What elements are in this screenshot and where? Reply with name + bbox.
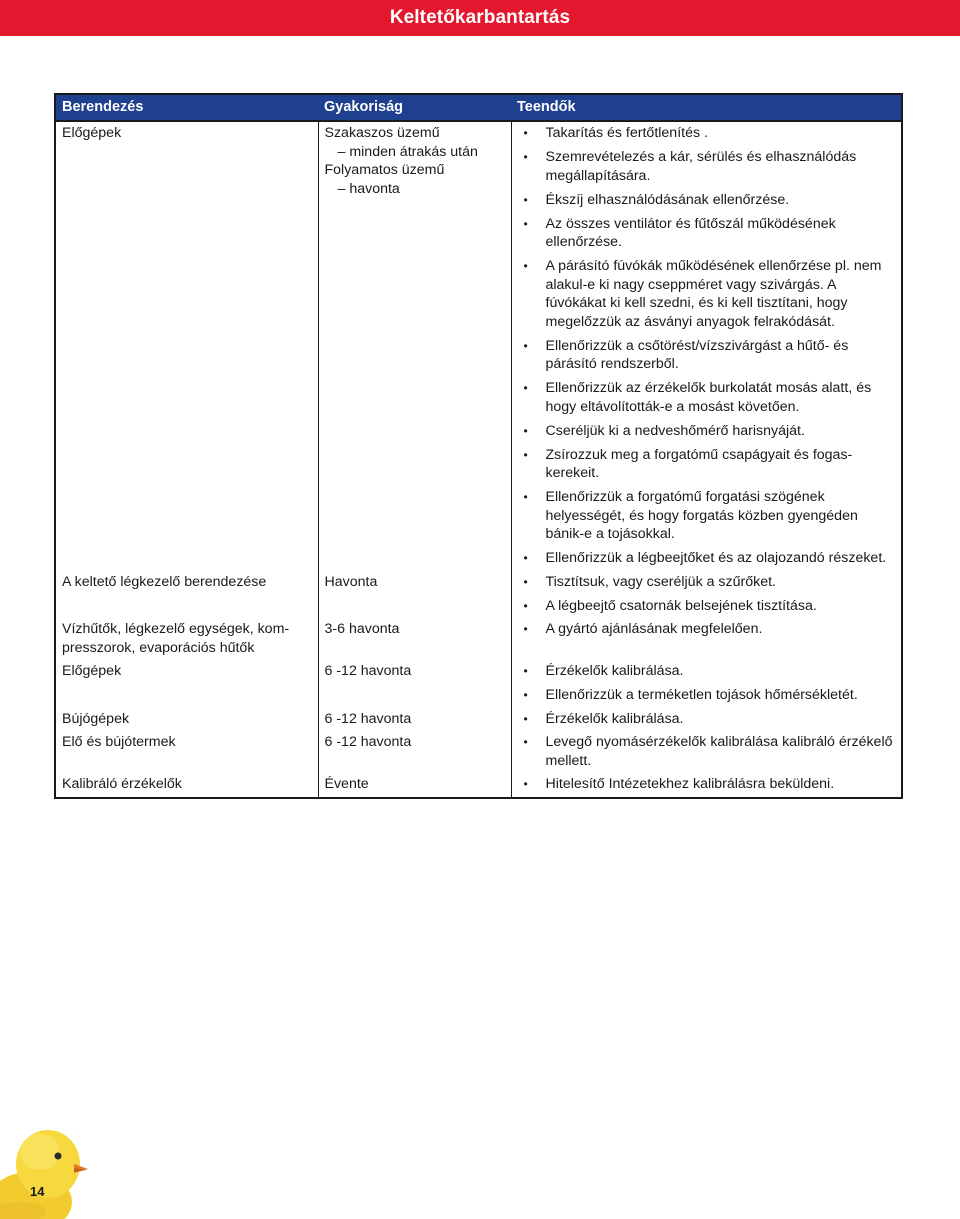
frequency-line: – minden átrakás után [337, 143, 478, 160]
table-row [55, 618, 902, 660]
task-text: Ellenőrizzük a terméketlen tojások hőmérsékletét. [545, 687, 858, 703]
task-item [518, 710, 896, 729]
task-item [518, 686, 896, 705]
equipment-cell: Előgépek [55, 121, 318, 571]
task-item [518, 215, 896, 252]
frequency-line: Folyamatos üzemű [324, 162, 445, 178]
tasks-cell [511, 708, 902, 732]
tasks-cell [511, 121, 902, 571]
bullet-icon: • [523, 216, 528, 231]
frequency-cell [318, 121, 511, 571]
task-text: Ellenőrizzük a légbeejtőket és az olajozandó részeket. [545, 550, 887, 566]
task-text: A párásító fúvókák működésének ellenőrzése pl. nem alakul-e ki nagy cseppméret vagy szivárgás. A fúvókákat ki kell szedni, és ki kell tisztítani, hogy megelőzzük az ásványi anyagok felrakódását. [545, 258, 882, 330]
bullet-icon: • [523, 598, 528, 613]
tasks-cell [511, 731, 902, 773]
task-item [518, 488, 896, 544]
task-text: Érzékelők kalibrálása. [545, 710, 684, 727]
table-row [55, 773, 902, 798]
task-item [518, 257, 896, 331]
frequency-cell: Havonta [318, 571, 511, 619]
task-list [518, 662, 896, 705]
bullet-icon: • [523, 150, 528, 164]
frequency-line: – havonta [337, 180, 400, 197]
bullet-icon: • [523, 192, 528, 207]
equipment-cell: Előgépek [55, 660, 318, 708]
tasks-cell [511, 571, 902, 619]
bullet-icon: • [523, 126, 528, 140]
table-row [55, 121, 902, 571]
task-text: Hitelesítő Intézetekhez kalibrálásra beküldeni. [545, 776, 835, 792]
table-row [55, 571, 902, 619]
task-text: Az összes ventilátor és fűtőszál működésének ellenőrzése. [545, 215, 836, 250]
tasks-cell [511, 660, 902, 708]
bullet-icon: • [523, 381, 528, 395]
column-header-tasks: Teendők [511, 94, 902, 121]
column-header-frequency: Gyakoriság [318, 94, 511, 121]
frequency-cell: 6 -12 havonta [318, 731, 511, 773]
bullet-icon: • [523, 664, 528, 678]
task-text: Levegő nyomásérzékelők kalibrálása kalibráló érzékelő mellett. [545, 734, 893, 769]
equipment-cell: Bújógépek [55, 708, 318, 732]
task-item [518, 733, 896, 770]
table-row [55, 731, 902, 773]
task-item [518, 446, 896, 483]
tasks-cell [511, 773, 902, 798]
task-list [518, 710, 896, 729]
bullet-icon: • [523, 447, 528, 462]
task-text: Zsírozzuk meg a forgatómű csapágyait és fogas-kerekeit. [545, 446, 853, 481]
frequency-cell: 6 -12 havonta [318, 660, 511, 708]
bullet-icon: • [523, 423, 528, 438]
task-item [518, 422, 896, 441]
page-number: 14 [30, 1184, 45, 1199]
task-text: Ellenőrizzük a forgatómű forgatási szögének helyességét, és hogy forgatás közben gyengéden bánik-e a tojásokkal. [545, 489, 858, 542]
task-item [518, 662, 896, 681]
bullet-icon: • [523, 622, 528, 636]
task-list [518, 620, 896, 639]
equipment-cell: Kalibráló érzékelők [55, 773, 318, 798]
task-item [518, 620, 896, 639]
task-list [518, 733, 896, 770]
maintenance-table [54, 93, 903, 799]
task-text: Szemrevételezés a kár, sérülés és elhasználódás megállapítására. [545, 149, 857, 184]
chick-illustration [0, 1112, 100, 1219]
page-title: Keltetőkarbantartás [389, 7, 571, 28]
page-header-banner [0, 0, 960, 36]
task-text: Ellenőrizzük a csőtörést/vízszivárgást a hűtő- és párásító rendszerből. [545, 337, 849, 372]
task-list [518, 775, 896, 794]
table-header-row [55, 94, 902, 121]
bullet-icon: • [523, 711, 528, 726]
task-list [518, 124, 896, 568]
bullet-icon: • [523, 551, 528, 565]
task-text: A légbeejtő csatornák belsejének tisztítása. [545, 597, 817, 614]
task-text: Ékszíj elhasználódásának ellenőrzése. [545, 191, 790, 208]
bullet-icon: • [523, 490, 528, 504]
bullet-icon: • [523, 338, 528, 353]
column-header-equipment: Berendezés [55, 94, 318, 121]
task-text: Cseréljük ki a nedveshőmérő harisnyáját. [545, 422, 805, 439]
equipment-cell: Elő és bújótermek [55, 731, 318, 773]
task-item [518, 775, 896, 794]
task-item [518, 549, 896, 568]
task-item [518, 379, 896, 416]
bullet-icon: • [523, 735, 528, 749]
task-text: Érzékelők kalibrálása. [545, 663, 684, 679]
frequency-cell: 6 -12 havonta [318, 708, 511, 732]
frequency-line: Szakaszos üzemű [324, 125, 440, 141]
tasks-cell [511, 618, 902, 660]
task-list [518, 573, 896, 616]
equipment-cell: A keltető légkezelő berendezése [55, 571, 318, 619]
task-item [518, 148, 896, 185]
task-text: Ellenőrizzük az érzékelők burkolatát mosás alatt, és hogy eltávolították-e a mosást követően. [545, 380, 872, 415]
frequency-cell: Évente [318, 773, 511, 798]
bullet-icon: • [523, 574, 528, 589]
task-text: Takarítás és fertőtlenítés . [545, 125, 708, 141]
bullet-icon: • [523, 777, 528, 791]
task-text: A gyártó ajánlásának megfelelően. [545, 621, 763, 637]
bullet-icon: • [523, 688, 528, 702]
bullet-icon: • [523, 259, 528, 273]
table-row [55, 660, 902, 708]
task-item [518, 191, 896, 210]
frequency-cell: 3-6 havonta [318, 618, 511, 660]
equipment-cell: Vízhűtők, légkezelő egységek, kom-presszorok, evaporációs hűtők [55, 618, 318, 660]
task-item [518, 124, 896, 143]
task-text: Tisztítsuk, vagy cseréljük a szűrőket. [545, 573, 776, 590]
table-row [55, 708, 902, 732]
task-item [518, 597, 896, 616]
task-item [518, 337, 896, 374]
task-item [518, 573, 896, 592]
